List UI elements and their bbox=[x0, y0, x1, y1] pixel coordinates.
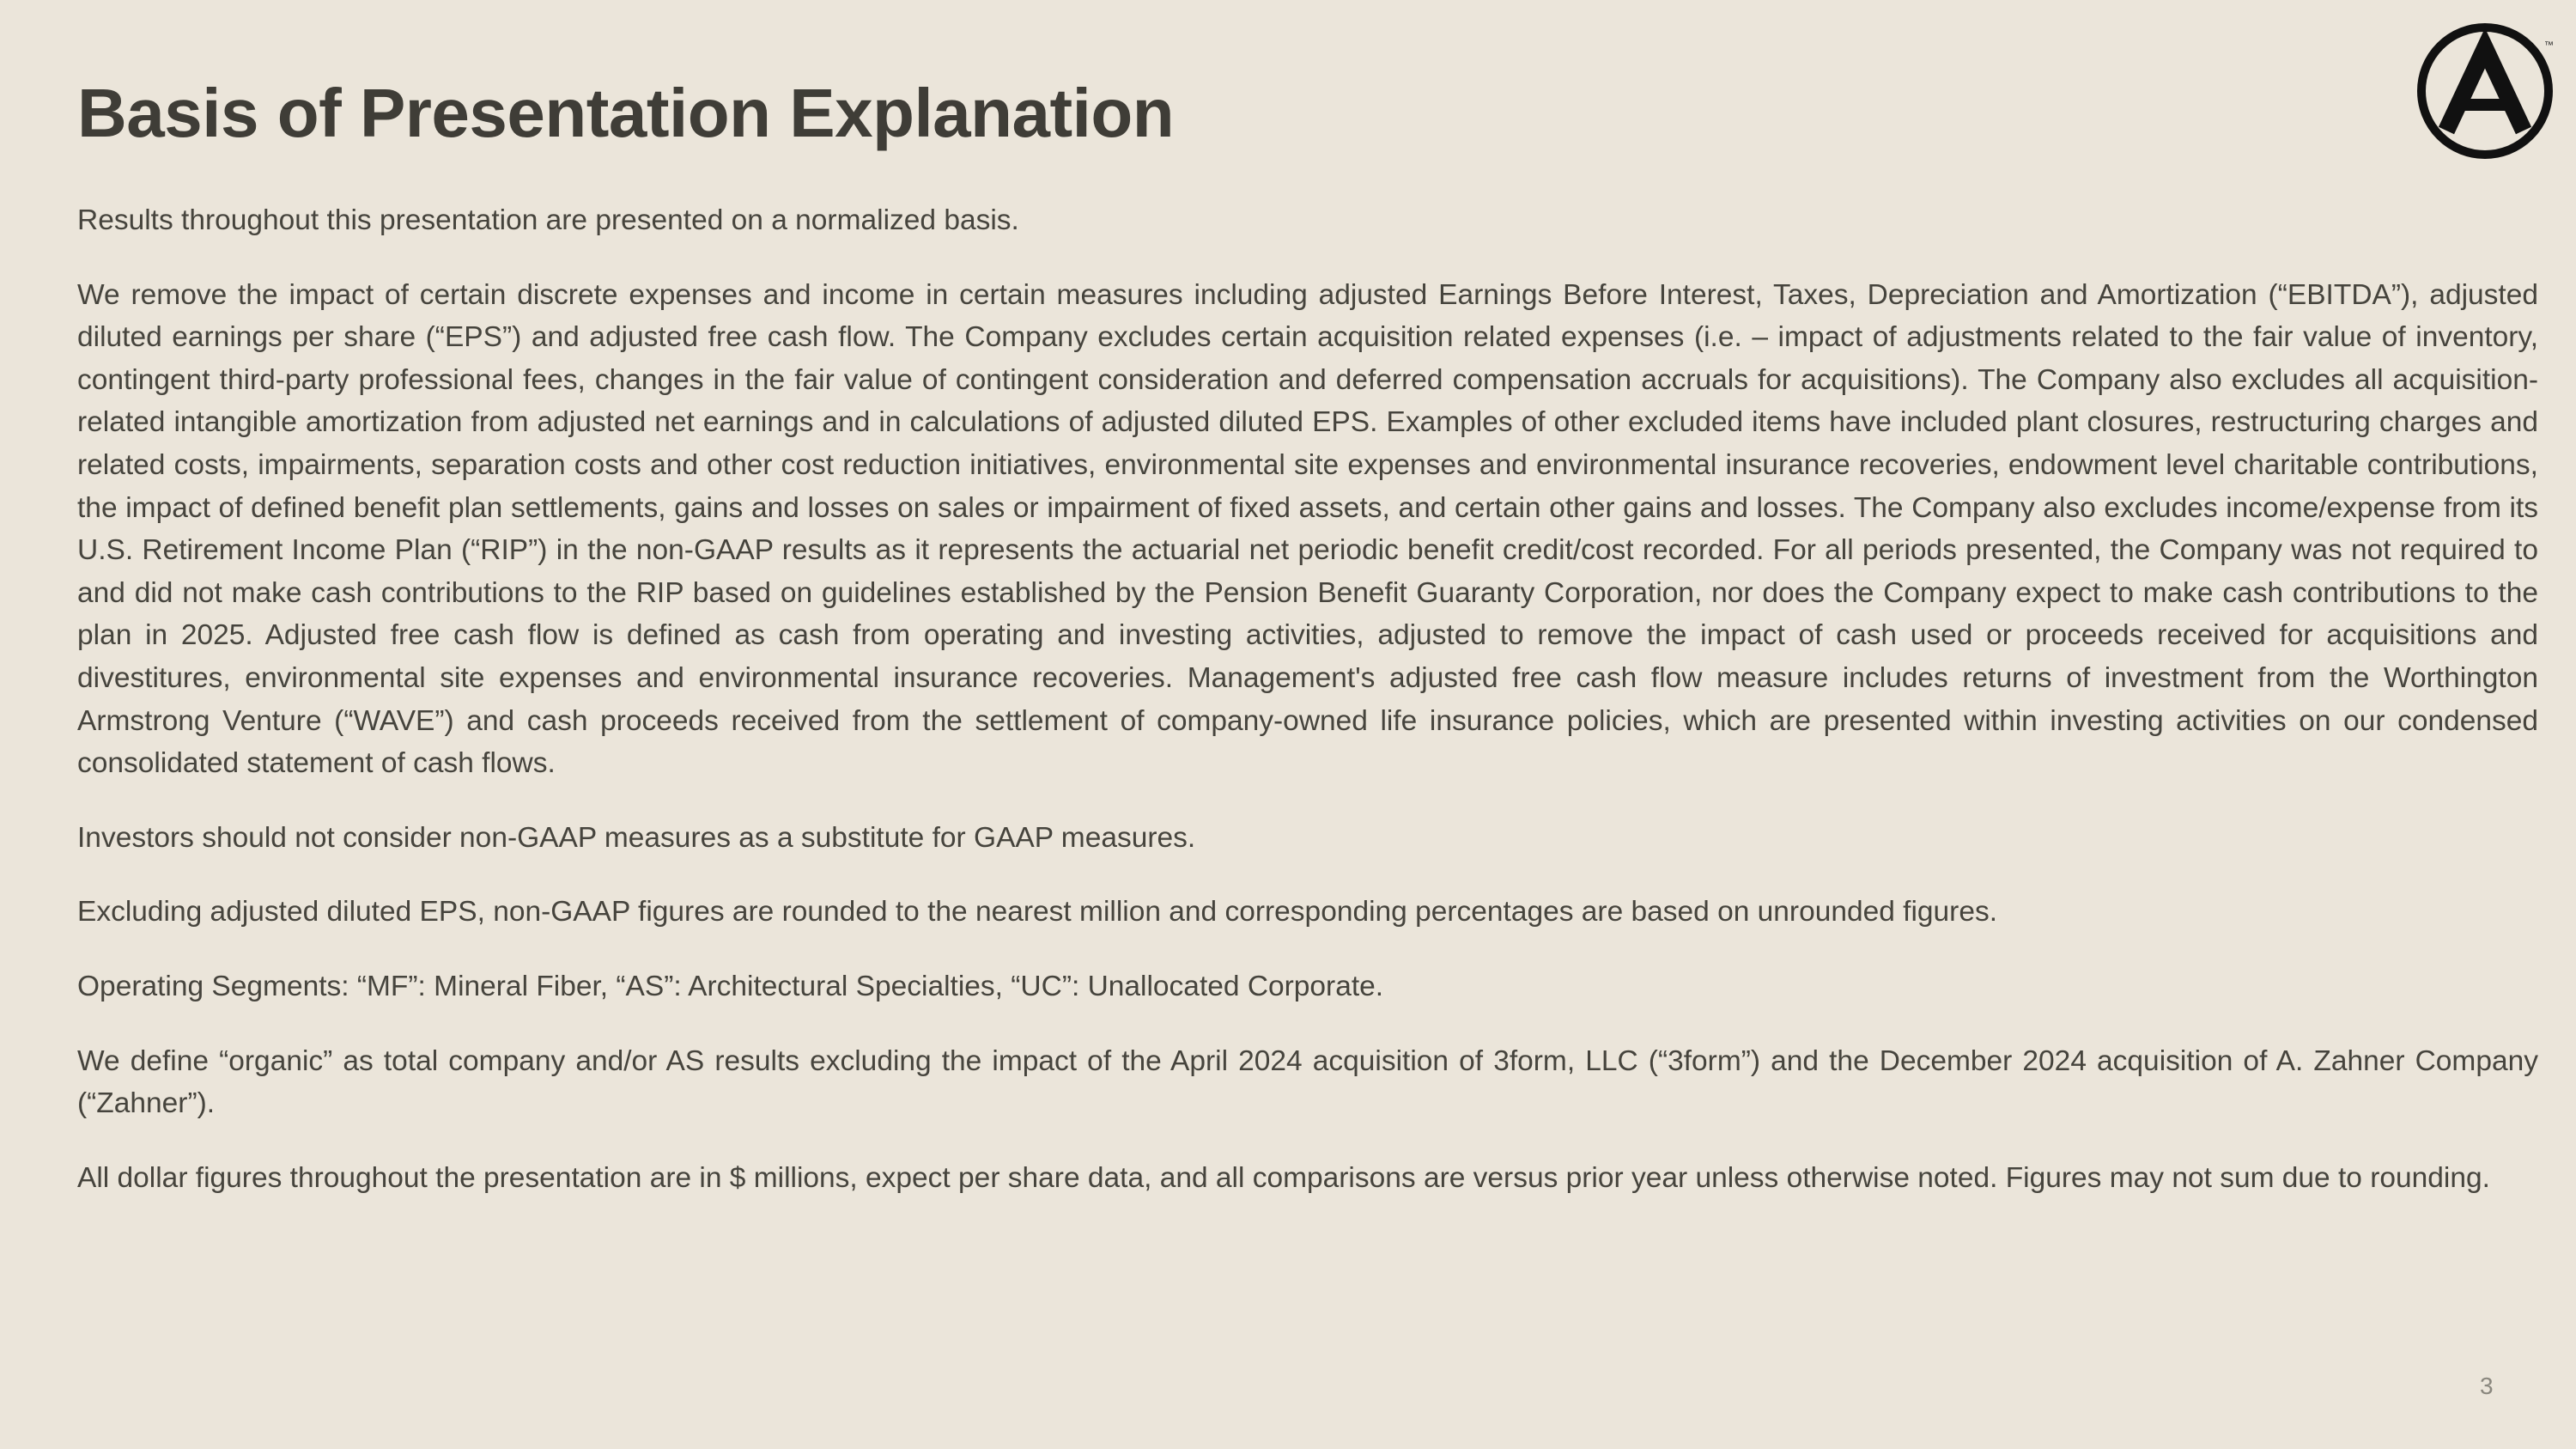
page-title: Basis of Presentation Explanation bbox=[77, 75, 1175, 151]
paragraph-normalized-basis: Results throughout this presentation are presented on a normalized basis. bbox=[77, 204, 1019, 236]
body-text bbox=[77, 199, 2538, 1231]
paragraph-dollar-figures: All dollar figures throughout the presentation are in $ millions, expect per share data, and all comparisons are versus prior year unless otherwise noted. Figures may not sum due to rounding. bbox=[77, 1161, 2490, 1194]
paragraph-organic-definition: We define “organic” as total company and/or AS results excluding the impact of the April 2024 acquisition of 3form, LLC (“3form”) and the December 2024 acquisition of A. Zahner Company (“Zahner”). bbox=[77, 1044, 2538, 1120]
armstrong-logo-icon bbox=[2415, 21, 2555, 161]
paragraph-non-gaap-warning: Investors should not consider non-GAAP measures as a substitute for GAAP measures. bbox=[77, 821, 1196, 854]
trademark-symbol: ™ bbox=[2544, 40, 2554, 51]
paragraph-adjustments: We remove the impact of certain discrete expenses and income in certain measures including adjusted Earnings Before Interest, Taxes, Depreciation and Amortization (“EBITDA”), adjusted diluted earnings per share (“EPS”) and adjusted free cash flow. The Company excludes certain acquisition related expenses (i.e. – impact of adjustments related to the fair value of inventory, contingent third-party professional fees, changes in the fair value of contingent consideration and deferred compensation accruals for acquisitions). The Company also excludes all acquisition-related intangible amortization from adjusted net earnings and in calculations of adjusted diluted EPS. Examples of other excluded items have included plant closures, restructuring charges and related costs, impairments, separation costs and other cost reduction initiatives, environmental site expenses and environmental insurance recoveries, endowment level charitable contributions, the impact of defined benefit plan settlements, gains and losses on sales or impairment of fixed assets, and certain other gains and losses. The Company also excludes income/expense from its U.S. Retirement Income Plan (“RIP”) in the non-GAAP results as it represents the actuarial net periodic benefit credit/cost recorded. For all periods presented, the Company was not required to and did not make cash contributions to the RIP based on guidelines established by the Pension Benefit Guaranty Corporation, nor does the Company expect to make cash contributions to the plan in 2025. Adjusted free cash flow is defined as cash from operating and investing activities, adjusted to remove the impact of cash used or proceeds received for acquisitions and divestitures, environmental site expenses and environmental insurance recoveries. Management's adjusted free cash flow measure includes returns of investment from the Worthington Armstrong Venture (“WAVE”) and cash proceeds received from the settlement of company-owned life insurance policies, which are presented within investing activities on our condensed consolidated statement of cash flows. bbox=[77, 278, 2538, 780]
paragraph-rounding: Excluding adjusted diluted EPS, non-GAAP figures are rounded to the nearest million and corresponding percentages are based on unrounded figures. bbox=[77, 896, 1998, 928]
page-number: 3 bbox=[2480, 1373, 2494, 1399]
paragraph-operating-segments: Operating Segments: “MF”: Mineral Fiber, “AS”: Architectural Specialties, “UC”: Unallocated Corporate. bbox=[77, 970, 1384, 1002]
